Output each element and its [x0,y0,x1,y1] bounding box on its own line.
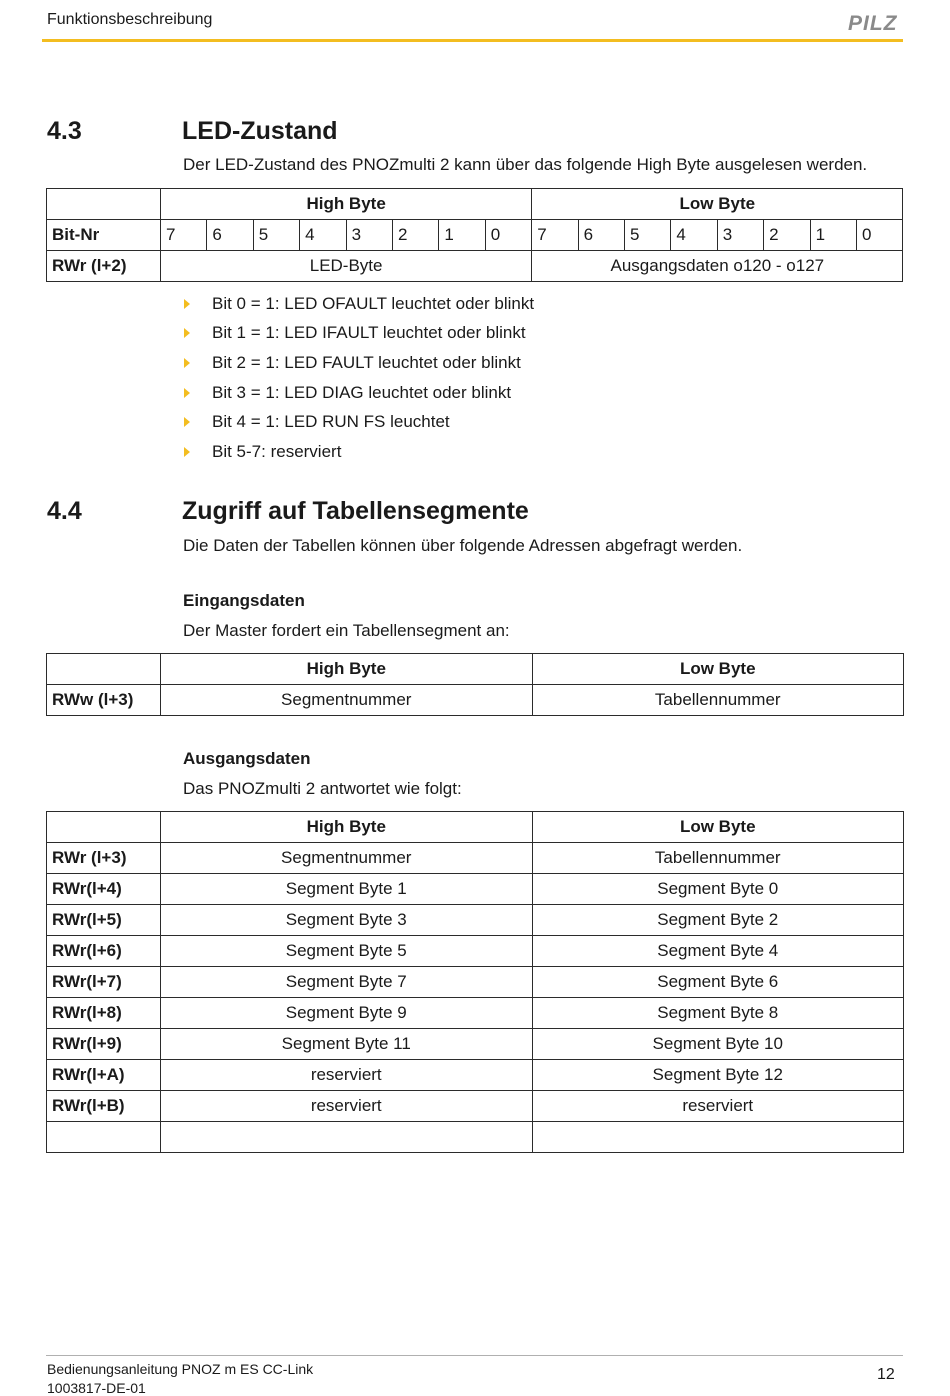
bit-cell: 1 [439,220,485,251]
low-value-cell: Segment Byte 8 [532,998,904,1029]
row-label: RWr(l+8) [47,998,161,1029]
high-value-cell: Segmentnummer [161,685,533,716]
bit-description-list [183,289,534,467]
bullet-arrow-icon [184,417,190,427]
row-label: RWr(l+4) [47,874,161,905]
output-data-text: Das PNOZmulti 2 antwortet wie folgt: [183,779,462,798]
table-row [47,1060,904,1091]
pilz-logo: PILZ [848,12,898,35]
table-header-row [47,189,903,220]
low-value-cell: reserviert [532,1091,904,1122]
table-row [47,251,903,282]
low-value-cell: Segment Byte 0 [532,874,904,905]
high-value-cell: reserviert [161,1091,533,1122]
section-44-number: 4.4 [47,497,82,525]
list-item-text: Bit 0 = 1: LED OFAULT leuchtet oder blinkt [212,293,535,313]
bit-cell: 0 [856,220,902,251]
output-data-heading: Ausgangsdaten [183,749,311,768]
high-value-cell: Segmentnummer [161,843,533,874]
bit-cell: 3 [717,220,763,251]
high-byte-header: High Byte [161,654,533,685]
high-byte-header: High Byte [161,189,532,220]
list-item [183,289,534,319]
running-header: Funktionsbeschreibung [47,11,213,28]
table-row [47,905,904,936]
table-row [47,967,904,998]
list-item [183,378,534,408]
bullet-arrow-icon [184,299,190,309]
bit-cell: 1 [810,220,856,251]
low-value-cell: Segment Byte 10 [532,1029,904,1060]
high-value-cell: LED-Byte [161,251,532,282]
bit-cell: 7 [161,220,207,251]
row-label: RWr (l+3) [47,843,161,874]
list-item-text: Bit 5-7: reserviert [212,441,342,461]
empty-cell [47,654,161,685]
row-label: RWr(l+9) [47,1029,161,1060]
list-item [183,319,534,349]
high-value-cell: Segment Byte 5 [161,936,533,967]
bit-cell: 7 [532,220,578,251]
footer-manual-title: Bedienungsanleitung PNOZ m ES CC-Link [47,1361,314,1377]
input-data-text: Der Master fordert ein Tabellensegment an: [183,621,510,640]
high-value-cell: Segment Byte 9 [161,998,533,1029]
bit-cell: 5 [253,220,299,251]
footer-document-number: 1003817-DE-01 [47,1380,146,1396]
list-item-text: Bit 2 = 1: LED FAULT leuchtet oder blinkt [212,352,521,372]
list-item-text: Bit 1 = 1: LED IFAULT leuchtet oder blinkt [212,323,526,343]
page-number: 12 [877,1366,895,1383]
bit-cell: 5 [625,220,671,251]
row-label [47,1122,161,1153]
list-item-text: Bit 4 = 1: LED RUN FS leuchtet [212,412,450,432]
bullet-arrow-icon [184,388,190,398]
section-43-intro: Der LED-Zustand des PNOZmulti 2 kann über das folgende High Byte ausgelesen werden. [183,155,868,174]
bit-cell: 2 [764,220,810,251]
bit-cell: 2 [392,220,438,251]
table-header-row [47,654,904,685]
input-data-table [46,653,904,716]
list-item [183,348,534,378]
high-value-cell [161,1122,533,1153]
footer-rule [46,1355,903,1356]
input-data-heading: Eingangsdaten [183,591,305,610]
bitnr-label: Bit-Nr [47,220,161,251]
row-label: RWw (l+3) [47,685,161,716]
table-row [47,998,904,1029]
table-row [47,685,904,716]
empty-cell [47,812,161,843]
low-byte-header: Low Byte [532,812,904,843]
empty-cell [47,189,161,220]
bullet-arrow-icon [184,358,190,368]
table-row [47,1029,904,1060]
section-44-intro: Die Daten der Tabellen können über folgende Adressen abgefragt werden. [183,536,743,555]
low-value-cell: Segment Byte 12 [532,1060,904,1091]
bit-cell: 3 [346,220,392,251]
table-row [47,1122,904,1153]
bit-cell: 6 [578,220,624,251]
row-label: RWr (l+2) [47,251,161,282]
list-item [183,437,534,467]
low-value-cell [532,1122,904,1153]
high-value-cell: Segment Byte 11 [161,1029,533,1060]
section-43-title: LED-Zustand [182,117,338,145]
header-rule [42,39,903,42]
low-byte-header: Low Byte [532,189,903,220]
low-value-cell: Segment Byte 2 [532,905,904,936]
bit-number-row [47,220,903,251]
table-header-row [47,812,904,843]
table-row [47,936,904,967]
bullet-arrow-icon [184,328,190,338]
high-value-cell: reserviert [161,1060,533,1091]
bit-cell: 0 [485,220,531,251]
row-label: RWr(l+5) [47,905,161,936]
bullet-arrow-icon [184,447,190,457]
high-byte-header: High Byte [161,812,533,843]
row-label: RWr(l+A) [47,1060,161,1091]
row-label: RWr(l+6) [47,936,161,967]
table-row [47,843,904,874]
low-value-cell: Segment Byte 4 [532,936,904,967]
high-value-cell: Segment Byte 7 [161,967,533,998]
row-label: RWr(l+B) [47,1091,161,1122]
list-item [183,407,534,437]
low-value-cell: Tabellennummer [532,843,904,874]
output-data-table [46,811,904,1153]
section-43-number: 4.3 [47,117,82,145]
table-row [47,1091,904,1122]
high-value-cell: Segment Byte 3 [161,905,533,936]
row-label: RWr(l+7) [47,967,161,998]
low-byte-header: Low Byte [532,654,904,685]
bit-cell: 4 [300,220,346,251]
section-44-title: Zugriff auf Tabellensegmente [182,497,529,525]
bit-cell: 6 [207,220,253,251]
high-value-cell: Segment Byte 1 [161,874,533,905]
low-value-cell: Ausgangsdaten o120 - o127 [532,251,903,282]
bit-cell: 4 [671,220,717,251]
led-state-table [46,188,903,282]
low-value-cell: Segment Byte 6 [532,967,904,998]
table-row [47,874,904,905]
low-value-cell: Tabellennummer [532,685,904,716]
list-item-text: Bit 3 = 1: LED DIAG leuchtet oder blinkt [212,382,512,402]
